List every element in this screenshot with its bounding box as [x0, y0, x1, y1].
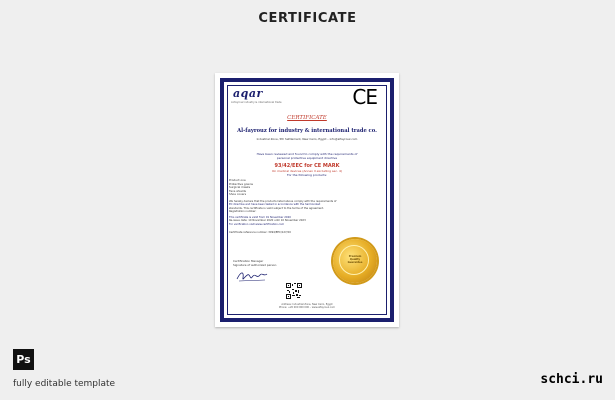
logo-subtitle: Al-fayrouz industry & international trade — [231, 101, 282, 104]
directive-description: On medical devices (Annex II excluding sec. 4) — [271, 169, 343, 173]
product-item: Product one — [229, 178, 246, 182]
directive: 93/42/EEC for CE MARK — [274, 163, 340, 169]
footer-line: Phone: +20 000 000 000 – www.alfayrouz.com — [279, 306, 335, 310]
reference-line: Certificate reference number: 3094/EEC/127/20 — [229, 231, 291, 234]
seal-line: Premium — [348, 255, 362, 258]
page-title: CERTIFICATE — [258, 11, 357, 26]
declaration-text — [229, 200, 379, 214]
product-item: Surgical masks — [229, 185, 251, 189]
validity-line: Re-issue date: 10 November 2020 until 10 November 2023 — [229, 219, 306, 223]
signature-icon — [235, 269, 269, 283]
company-name: Al-fayrouz for industry & international trade co. — [237, 128, 377, 134]
manager-block — [233, 260, 276, 267]
declaration-line: standards. This certificate is valid subject to the terms of the agreement. — [229, 206, 324, 210]
intro-line-2: personal protective equipment directive — [276, 156, 338, 160]
product-item: Face shields — [229, 188, 246, 193]
manager-name: Signature of authorized person — [233, 262, 277, 267]
products-intro: For the following products: — [286, 173, 328, 177]
certificate-heading: CERTIFICATE — [287, 115, 327, 121]
certificate-footer — [229, 303, 385, 310]
validity-line: For verification visit www.certification.com — [229, 222, 285, 226]
certificate — [215, 73, 399, 327]
qr-code-icon — [286, 283, 302, 299]
seal-text — [333, 255, 377, 264]
declaration-line: EC directive and have been tested in accordance with the harmonized — [229, 203, 321, 207]
declaration-line: Registration number: — [229, 210, 257, 214]
company-logo: aqar — [233, 87, 263, 100]
declaration-line: We hereby declare that the products listed above comply with the requirements of — [229, 200, 337, 203]
ce-mark: CE — [352, 85, 377, 109]
intro-text — [227, 152, 387, 160]
seal-line: Quality — [349, 258, 361, 261]
validity-line: This certificate is valid from 01 November 2020 — [229, 216, 291, 219]
intro-line-1: Have been reviewed and found to comply with the requirements of — [256, 152, 358, 156]
product-item: Protective gowns — [229, 181, 253, 186]
seal-line: Guarantee — [347, 261, 363, 264]
product-item: Shoe covers — [229, 192, 247, 196]
company-address: Industrial Zone, 5th Settlement, New Cairo, Egypt – info@alfayrouz.com — [256, 137, 358, 141]
template-caption: fully editable template — [13, 379, 116, 389]
footer-line: Address: Industrial Zone, New Cairo, Egypt — [281, 303, 333, 306]
gold-seal-icon — [333, 239, 377, 283]
product-list — [229, 179, 253, 197]
manager-title: Certification Manager — [233, 259, 264, 263]
photoshop-icon: Ps — [13, 349, 34, 370]
validity-text — [229, 216, 329, 226]
site-watermark[interactable]: schci.ru — [540, 372, 603, 387]
